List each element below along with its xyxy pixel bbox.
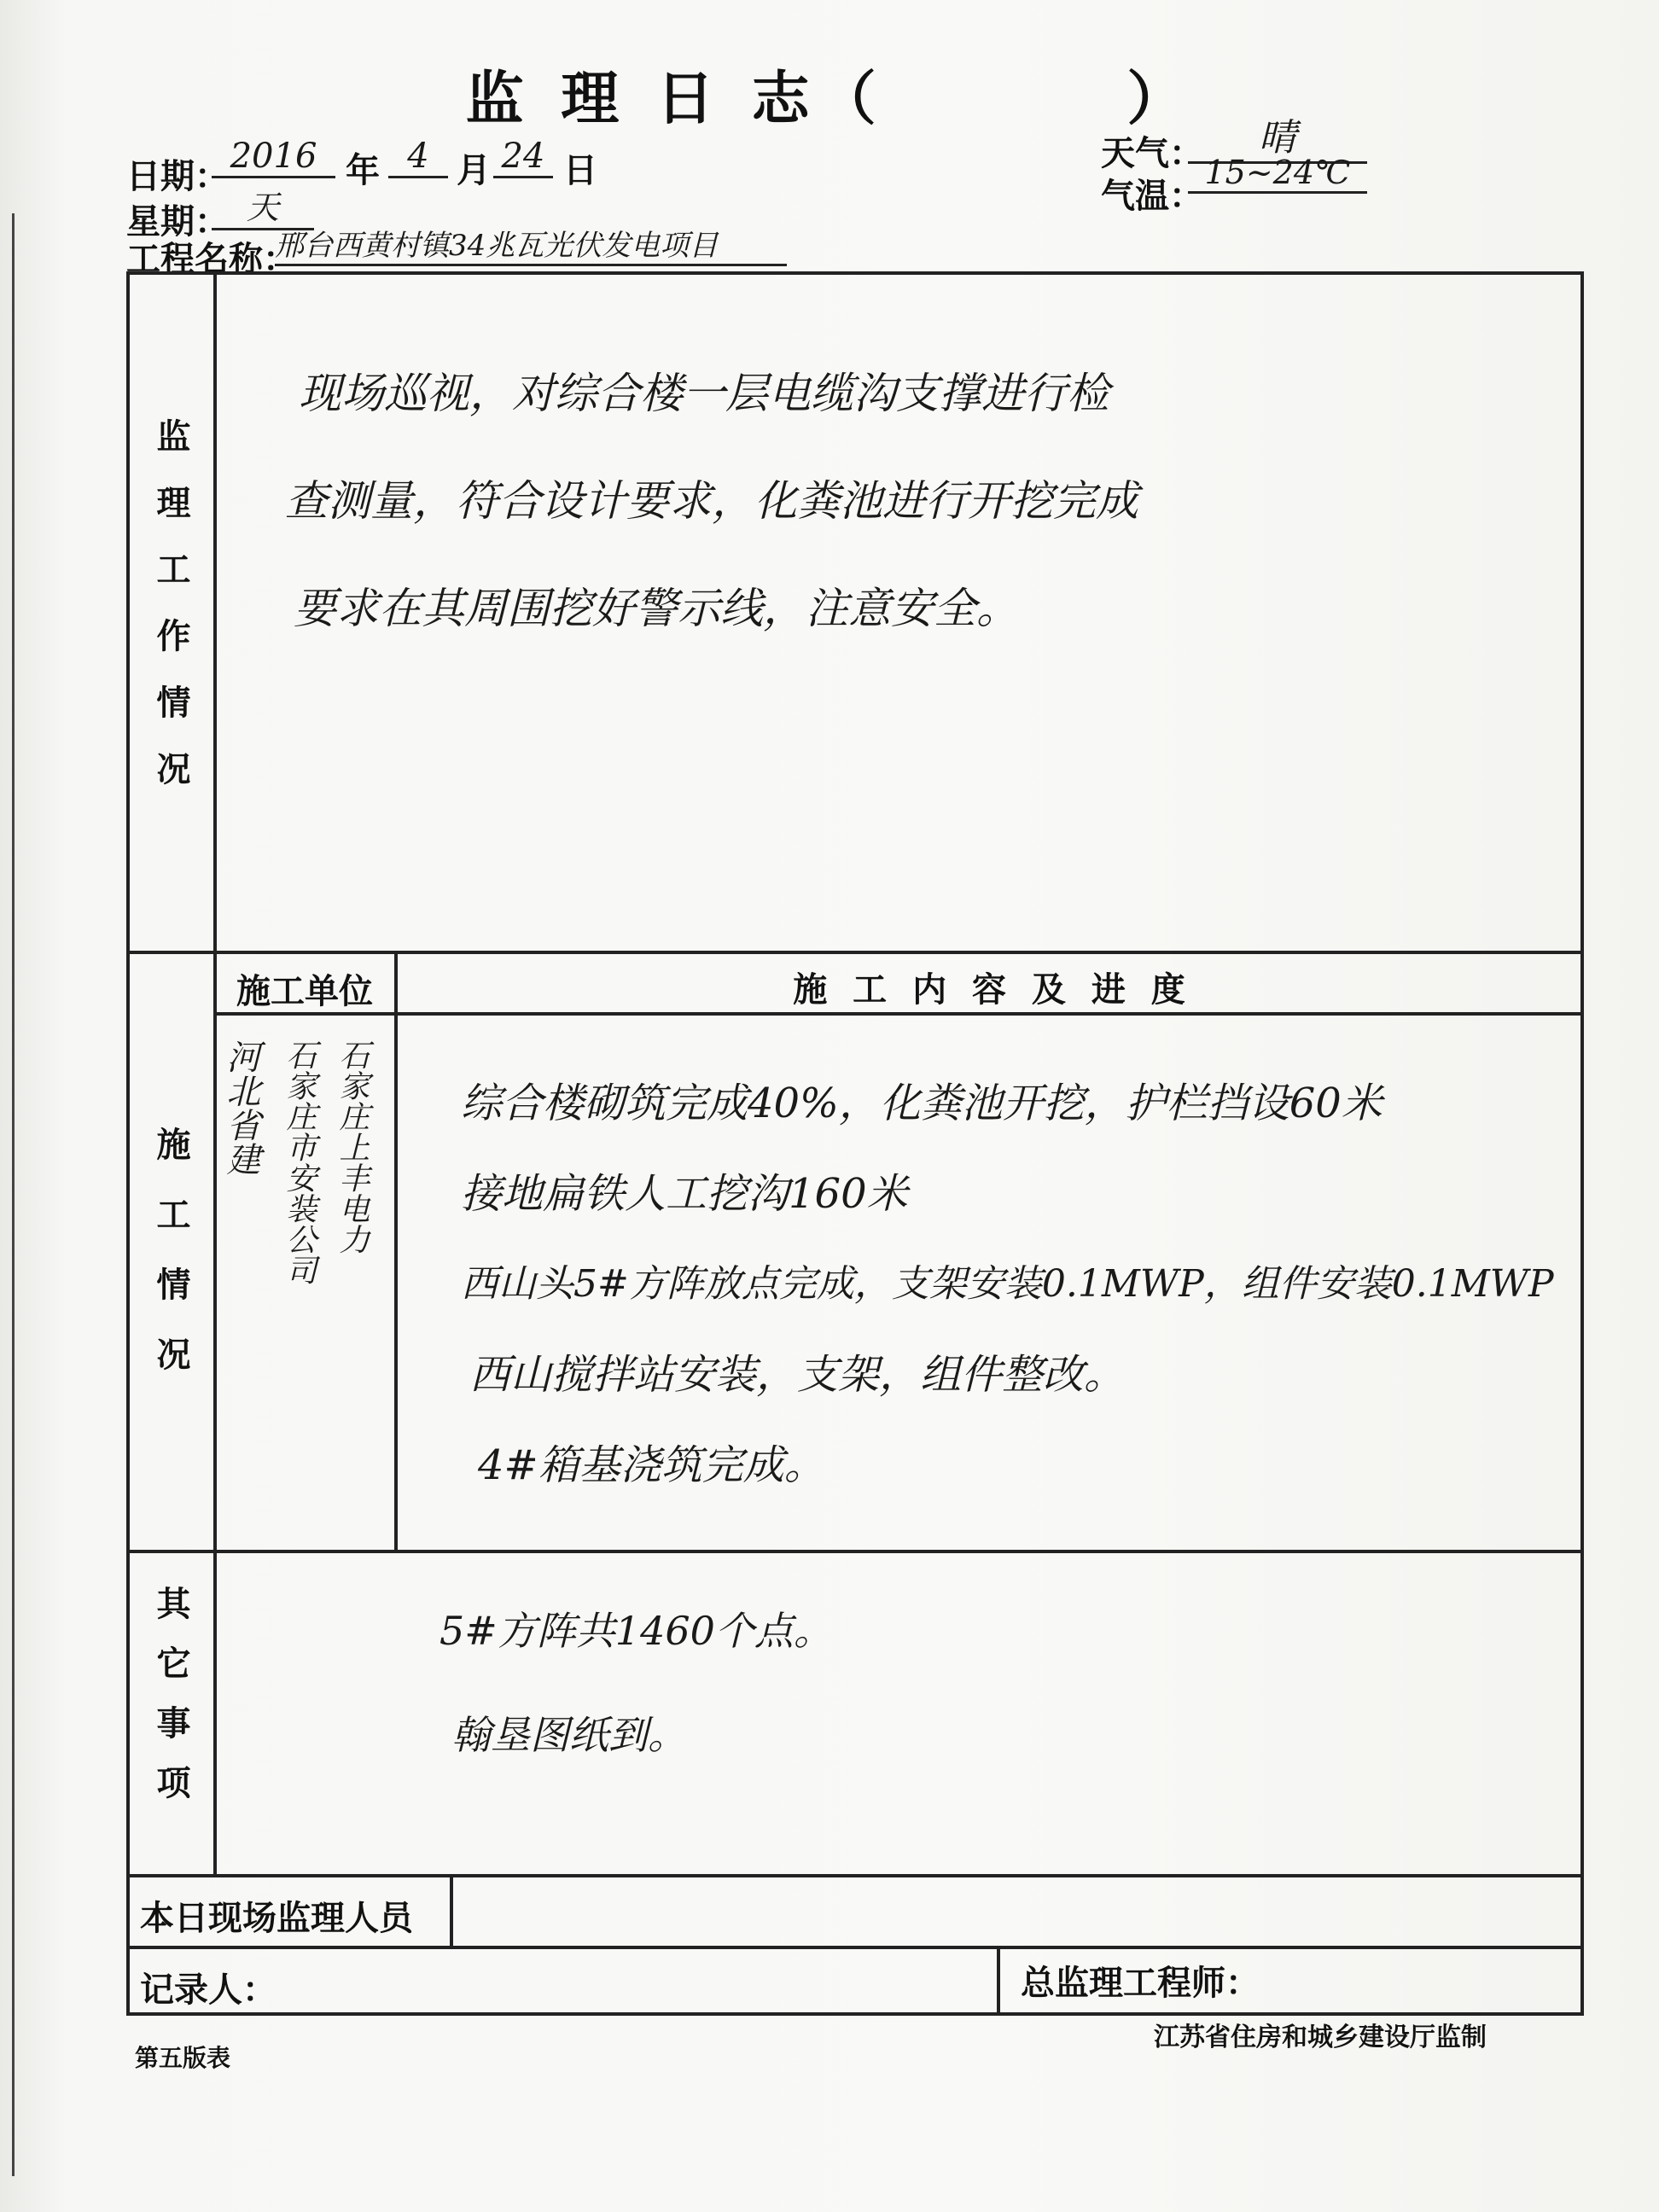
construction-line-5: 4#箱基浇筑完成。 (478, 1441, 825, 1489)
other-content (439, 1579, 1549, 1787)
rule-chief-column (997, 1946, 1000, 2016)
construction-line-4: 西山搅拌站安装，支架，组件整改。 (469, 1351, 1126, 1399)
weekday-value: 天 (212, 181, 314, 230)
project-label: 工程名称： (126, 240, 297, 279)
other-label (145, 1586, 196, 1825)
other-label-text: 其它事项 (151, 1586, 190, 1825)
supervision-line-3: 要求在其周围挖好警示线，注意安全。 (294, 584, 1019, 633)
rule-staff-column (450, 1874, 453, 1946)
temperature-value: 15~24℃ (1188, 154, 1367, 194)
date-month: 4 (388, 137, 448, 178)
date-year: 2016 (212, 137, 335, 178)
binding-edge (0, 213, 15, 2176)
recorder-label: 记录人： (140, 1970, 276, 2010)
title-text: 监 理 日 志（ (465, 66, 885, 133)
unit-2: 石家庄市安装公司 (282, 1039, 317, 1285)
issuing-authority: 江苏省住房和城乡建设厅监制 (1154, 2023, 1487, 2052)
construction-line-2: 接地扁铁人工挖沟160米 (461, 1170, 908, 1218)
form-version: 第五版表 (135, 2044, 231, 2072)
staff-label: 本日现场监理人员 (140, 1899, 413, 1938)
unit-1: 石家庄上丰电力 (335, 1039, 370, 1254)
rule-construction-bottom (126, 1550, 1584, 1553)
supervision-line-2: 查测量，符合设计要求，化粪池进行开挖完成 (285, 476, 1138, 526)
rule-unit-column (394, 951, 398, 1550)
supervision-label (145, 418, 196, 818)
chief-engineer-label: 总监理工程师： (1021, 1964, 1260, 2003)
construction-line-3: 西山头5#方阵放点完成，支架安装0.1MWP，组件安装0.1MWP (461, 1262, 1554, 1306)
other-line-2: 翰垦图纸到。 (451, 1712, 687, 1758)
rule-staff-bottom (126, 1946, 1584, 1949)
weather-label: 天气： (1101, 134, 1203, 173)
construction-label-text: 施工情况 (151, 1126, 190, 1406)
content-header: 施 工 内 容 及 进 度 (793, 970, 1192, 1010)
date-year-unit: 年 (346, 151, 380, 190)
temperature-label: 气温： (1101, 177, 1203, 216)
date-label: 日期： (126, 157, 229, 196)
weekday-label: 星期： (126, 202, 229, 242)
unit-3: 河北省建 (221, 1039, 260, 1176)
supervision-label-text: 监理工作情况 (151, 418, 190, 818)
construction-content (461, 1058, 1570, 1511)
construction-line-1: 综合楼砌筑完成40%，化粪池开挖，护栏挡设60米 (461, 1080, 1382, 1127)
date-day: 24 (493, 137, 553, 178)
document-title (0, 53, 1659, 136)
construction-label (145, 1126, 196, 1406)
other-line-1: 5#方阵共1460个点。 (439, 1608, 833, 1654)
date-day-unit: 日 (563, 151, 597, 190)
rule-label-column (213, 271, 217, 1874)
supervision-line-1: 现场巡视，对综合楼一层电缆沟支撑进行检 (299, 369, 1109, 418)
date-month-unit: 月 (457, 151, 491, 190)
weather-value: 晴 (1188, 107, 1367, 164)
unit-header: 施工单位 (236, 972, 373, 1011)
title-close: ） (1126, 66, 1194, 133)
rule-other-bottom (126, 1874, 1584, 1877)
project-name: 邢台西黄村镇34兆瓦光伏发电项目 (275, 222, 787, 266)
rule-construction-header (213, 1012, 1584, 1016)
supervision-content (285, 340, 1545, 662)
rule-supervision-bottom (126, 951, 1584, 954)
